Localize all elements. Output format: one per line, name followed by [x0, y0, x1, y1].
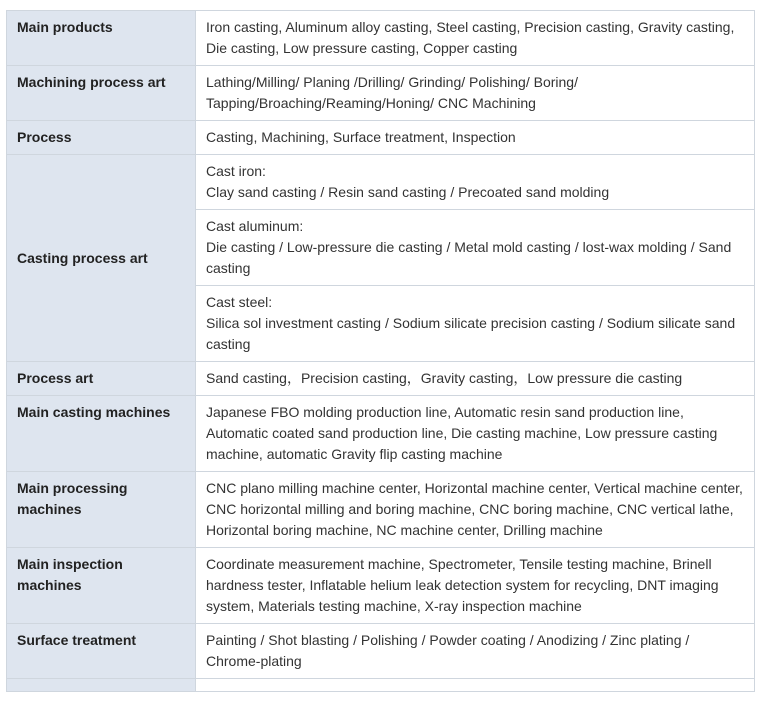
row-value-machining-process-art: Lathing/Milling/ Planing /Drilling/ Grinding/ Polishing/ Boring/ Tapping/Broaching/Reaming/Honing/ CNC Machining: [196, 66, 755, 121]
row-label-process: Process: [7, 121, 196, 155]
table-row: [7, 362, 755, 396]
table-row: [7, 396, 755, 472]
row-value-cast-steel: [196, 286, 755, 362]
row-label-surface-treatment: Surface treatment: [7, 624, 196, 679]
specification-table: [6, 10, 755, 692]
table-row: [7, 548, 755, 624]
row-label-main-processing-machines: Main processing machines: [7, 472, 196, 548]
row-label-main-products: Main products: [7, 11, 196, 66]
row-value-cast-aluminum: [196, 210, 755, 286]
row-value-surface-treatment: Painting / Shot blasting / Polishing / Powder coating / Anodizing / Zinc plating / Chrome-plating: [196, 624, 755, 679]
table-row: [7, 121, 755, 155]
row-value-process-art: Sand casting，Precision casting，Gravity casting，Low pressure die casting: [196, 362, 755, 396]
cast-steel-value: Silica sol investment casting / Sodium silicate precision casting / Sodium silicate sand casting: [206, 315, 736, 352]
table-row: [7, 679, 755, 692]
row-label-machining-process-art: Machining process art: [7, 66, 196, 121]
row-label-main-inspection-machines: Main inspection machines: [7, 548, 196, 624]
cast-iron-value: Clay sand casting / Resin sand casting / Precoated sand molding: [206, 184, 610, 200]
row-value-main-processing-machines: CNC plano milling machine center, Horizontal machine center, Vertical machine center, CNC horizontal milling and boring machine, CNC boring machine, CNC vertical lathe, Horizontal boring machine, NC machine center, Drilling machine: [196, 472, 755, 548]
row-label-casting-process-art: Casting process art: [7, 155, 196, 362]
row-value-process: Casting, Machining, Surface treatment, Inspection: [196, 121, 755, 155]
row-label-main-casting-machines: Main casting machines: [7, 396, 196, 472]
table-row: [7, 11, 755, 66]
cast-aluminum-value: Die casting / Low-pressure die casting / Metal mold casting / lost-wax molding / Sand casting: [206, 239, 732, 276]
table-row: [7, 66, 755, 121]
cast-steel-title: Cast steel:: [206, 294, 273, 310]
row-label-process-art: Process art: [7, 362, 196, 396]
table-row: [7, 155, 755, 210]
cast-iron-title: Cast iron:: [206, 163, 266, 179]
row-label-empty: [7, 679, 196, 692]
cast-aluminum-title: Cast aluminum:: [206, 218, 304, 234]
table-row: [7, 472, 755, 548]
row-value-empty: [196, 679, 755, 692]
row-value-main-inspection-machines: Coordinate measurement machine, Spectrometer, Tensile testing machine, Brinell hardness tester, Inflatable helium leak detection system for recycling, DNT imaging system, Materials testing machine, X-ray inspection machine: [196, 548, 755, 624]
row-value-main-casting-machines: Japanese FBO molding production line, Automatic resin sand production line, Automatic coated sand production line, Die casting machine, Low pressure casting machine, automatic Gravity flip casting machine: [196, 396, 755, 472]
row-value-cast-iron: [196, 155, 755, 210]
table-row: [7, 624, 755, 679]
row-value-main-products: Iron casting, Aluminum alloy casting, Steel casting, Precision casting, Gravity casting, Die casting, Low pressure casting, Copper casting: [196, 11, 755, 66]
